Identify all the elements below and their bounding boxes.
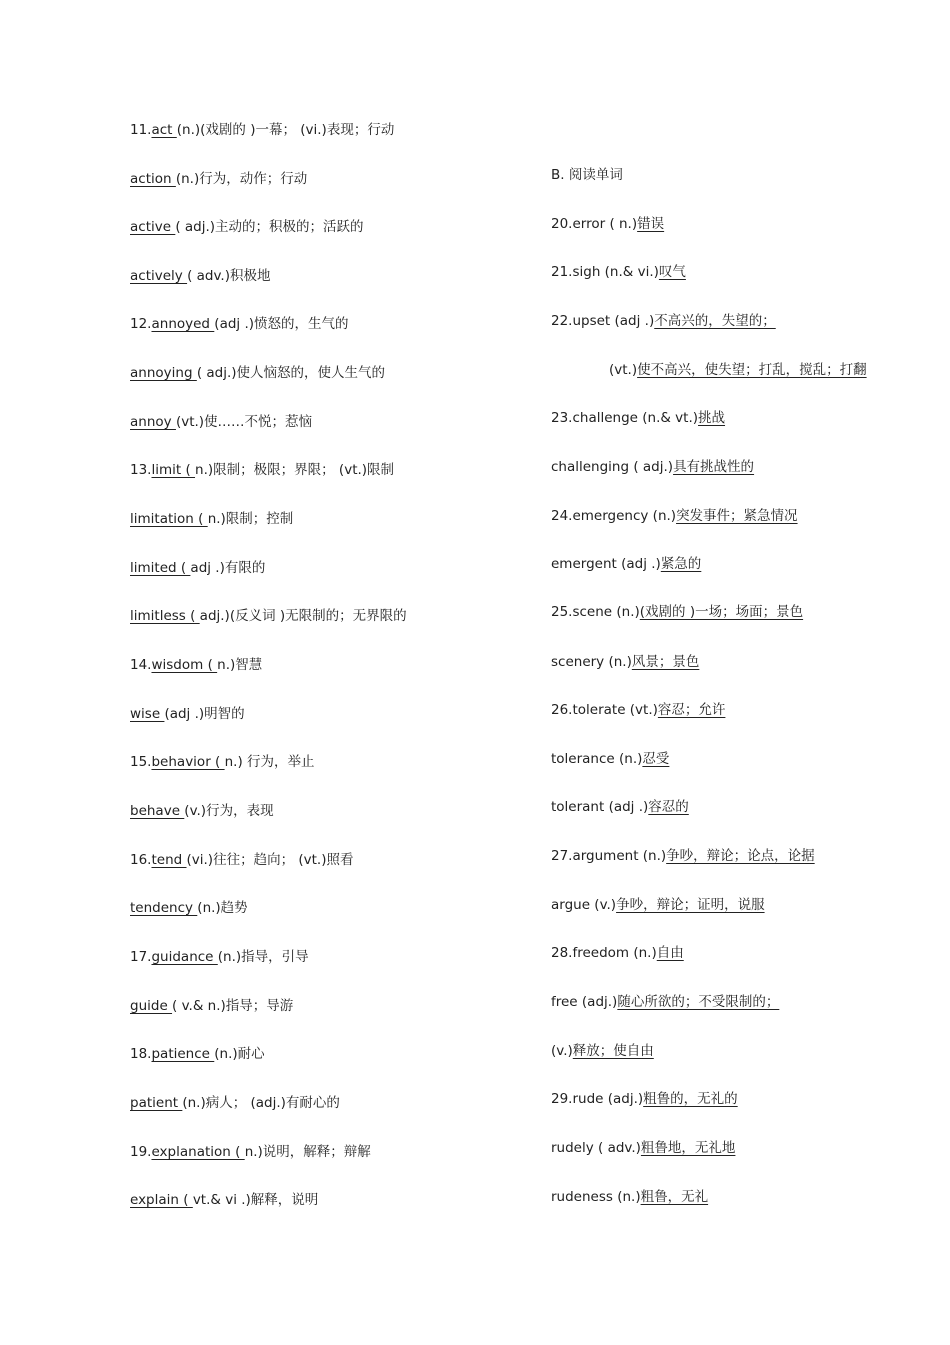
vocab-entry bbox=[130, 705, 245, 723]
entry-word: tend bbox=[151, 852, 187, 868]
entry-term: (v.) bbox=[551, 1043, 573, 1059]
entry-term: 22.upset (adj .) bbox=[551, 313, 655, 329]
entry-term: tolerance (n.) bbox=[551, 751, 643, 767]
reading-entry bbox=[551, 798, 689, 816]
entry-word: behavior ( bbox=[151, 754, 225, 770]
entry-term: 21.sigh (n.& vi.) bbox=[551, 264, 659, 280]
entry-number: 12. bbox=[130, 316, 152, 332]
vocab-entry bbox=[130, 1143, 371, 1161]
reading-entry bbox=[551, 993, 779, 1011]
entry-word: guide bbox=[130, 998, 173, 1014]
entry-definition: (n.)(戏剧的 )一幕； (vi.)表现；行动 bbox=[176, 122, 395, 138]
vocab-entry bbox=[130, 364, 385, 382]
vocab-entry bbox=[130, 170, 307, 188]
vocab-entry bbox=[130, 851, 353, 869]
entry-word: limit ( bbox=[151, 462, 196, 478]
reading-entry bbox=[551, 701, 725, 719]
vocab-entry bbox=[130, 1094, 340, 1112]
entry-number: 14. bbox=[130, 657, 152, 673]
entry-answer: 具有挑战性的 bbox=[673, 459, 755, 475]
entry-term: free (adj.) bbox=[551, 994, 618, 1010]
entry-word: action bbox=[130, 171, 176, 187]
vocab-entry bbox=[130, 315, 349, 333]
entry-word: wisdom ( bbox=[151, 657, 218, 673]
entry-term: scenery (n.) bbox=[551, 654, 632, 670]
entry-word: guidance bbox=[151, 949, 218, 965]
vocab-entry bbox=[130, 997, 293, 1015]
entry-answer: 粗鲁，无礼 bbox=[640, 1189, 709, 1205]
entry-answer: 使不高兴，使失望；打乱，搅乱；打翻 bbox=[637, 362, 867, 378]
entry-word: actively bbox=[130, 268, 188, 284]
reading-entry bbox=[551, 1042, 654, 1060]
entry-term: (vt.) bbox=[609, 362, 638, 378]
entry-definition: (n.)趋势 bbox=[197, 900, 248, 916]
entry-answer: 挑战 bbox=[698, 410, 726, 426]
entry-definition: n.)说明，解释；辩解 bbox=[244, 1144, 371, 1160]
entry-word: behave bbox=[130, 803, 185, 819]
reading-entry bbox=[551, 847, 815, 865]
entry-term: rudely ( adv.) bbox=[551, 1140, 641, 1156]
entry-term: 27.argument (n.) bbox=[551, 848, 667, 864]
entry-definition: (vt.)使……不悦；惹恼 bbox=[175, 414, 313, 430]
entry-answer: 随心所欲的；不受限制的； bbox=[617, 994, 780, 1010]
entry-word: patient bbox=[130, 1095, 183, 1111]
reading-entry bbox=[551, 750, 669, 768]
reading-entry bbox=[551, 507, 798, 525]
entry-answer: 自由 bbox=[656, 945, 684, 961]
vocab-entry bbox=[130, 461, 394, 479]
entry-term: 28.freedom (n.) bbox=[551, 945, 657, 961]
entry-definition: (adj .)明智的 bbox=[164, 706, 245, 722]
entry-definition: ( adj.)主动的；积极的；活跃的 bbox=[175, 219, 364, 235]
entry-answer: 紧急的 bbox=[660, 556, 702, 572]
entry-word: explain ( bbox=[130, 1192, 193, 1208]
entry-definition: vt.& vi .)解释，说明 bbox=[192, 1192, 319, 1208]
entry-term: 20.error ( n.) bbox=[551, 216, 638, 232]
entry-answer: 叹气 bbox=[658, 264, 686, 280]
entry-answer: 争吵，辩论；论点，论据 bbox=[666, 848, 815, 864]
entry-word: limitation ( bbox=[130, 511, 208, 527]
entry-answer: 风景；景色 bbox=[631, 654, 700, 670]
entry-answer: 容忍的 bbox=[648, 799, 689, 815]
entry-answer: 突发事件；紧急情况 bbox=[676, 508, 798, 524]
section-heading: B. 阅读单词 bbox=[551, 167, 623, 183]
entry-number: 19. bbox=[130, 1144, 152, 1160]
entry-term: challenging ( adj.) bbox=[551, 459, 674, 475]
entry-word: wise bbox=[130, 706, 165, 722]
reading-entry bbox=[551, 361, 867, 379]
vocab-entry bbox=[130, 510, 293, 528]
reading-entry bbox=[551, 458, 754, 476]
entry-number: 16. bbox=[130, 852, 152, 868]
reading-entry bbox=[551, 1139, 735, 1157]
entry-word: active bbox=[130, 219, 176, 235]
entry-term: argue (v.) bbox=[551, 897, 617, 913]
entry-definition: ( adj.)使人恼怒的，使人生气的 bbox=[196, 365, 386, 381]
entry-answer: 错误 bbox=[637, 216, 665, 232]
reading-entry bbox=[551, 312, 776, 330]
reading-entry bbox=[551, 1188, 708, 1206]
entry-word: explanation ( bbox=[151, 1144, 245, 1160]
entry-definition: ( adv.)积极地 bbox=[187, 268, 271, 284]
entry-definition: (v.)行为，表现 bbox=[184, 803, 274, 819]
entry-definition: ( v.& n.)指导；导游 bbox=[172, 998, 294, 1014]
entry-answer: 争吵，辩论；证明，说服 bbox=[616, 897, 765, 913]
entry-number: 17. bbox=[130, 949, 152, 965]
reading-entry bbox=[551, 944, 684, 962]
entry-definition: n.)限制；控制 bbox=[207, 511, 294, 527]
entry-term: 23.challenge (n.& vt.) bbox=[551, 410, 699, 426]
entry-answer: 粗鲁的，无礼的 bbox=[643, 1091, 738, 1107]
vocab-entry bbox=[130, 656, 262, 674]
entry-term: 24.emergency (n.) bbox=[551, 508, 677, 524]
vocab-entry bbox=[130, 413, 312, 431]
entry-definition: (n.)耐心 bbox=[214, 1046, 265, 1062]
entry-word: tendency bbox=[130, 900, 198, 916]
reading-entry bbox=[551, 653, 699, 671]
entry-number: 15. bbox=[130, 754, 152, 770]
entry-number: 13. bbox=[130, 462, 152, 478]
reading-entry bbox=[551, 1090, 738, 1108]
entry-definition: n.)限制；极限；界限； (vt.)限制 bbox=[195, 462, 395, 478]
reading-entry bbox=[551, 555, 701, 573]
entry-answer: 粗鲁地，无礼地 bbox=[640, 1140, 736, 1156]
vocab-entry bbox=[130, 218, 364, 236]
entry-definition: n.)智慧 bbox=[217, 657, 263, 673]
entry-definition: adj.)(反义词 )无限制的；无界限的 bbox=[199, 608, 407, 624]
entry-word: limitless ( bbox=[130, 608, 200, 624]
vocab-entry bbox=[130, 121, 394, 139]
vocab-entry bbox=[130, 899, 248, 917]
entry-term: 26.tolerate (vt.) bbox=[551, 702, 658, 718]
entry-answer: 释放；使自由 bbox=[572, 1043, 654, 1059]
vocab-entry bbox=[130, 267, 270, 285]
vocab-entry bbox=[130, 753, 315, 771]
entry-answer: 不高兴的，失望的； bbox=[654, 313, 776, 329]
vocab-entry bbox=[130, 948, 309, 966]
entry-term: emergent (adj .) bbox=[551, 556, 661, 572]
reading-entry bbox=[551, 215, 664, 233]
entry-word: annoy bbox=[130, 414, 176, 430]
entry-definition: (n.)病人； (adj.)有耐心的 bbox=[182, 1095, 340, 1111]
entry-number: 18. bbox=[130, 1046, 152, 1062]
entry-definition: (adj .)愤怒的，生气的 bbox=[214, 316, 349, 332]
entry-definition: (n.)指导，引导 bbox=[217, 949, 309, 965]
entry-term: 29.rude (adj.) bbox=[551, 1091, 644, 1107]
reading-entry bbox=[551, 263, 686, 281]
entry-definition: adj .)有限的 bbox=[190, 560, 266, 576]
entry-answer: 忍受 bbox=[642, 751, 670, 767]
entry-number: 11. bbox=[130, 122, 152, 138]
vocab-entry bbox=[130, 1045, 265, 1063]
entry-answer: (戏剧的 )一场；场面；景色 bbox=[639, 604, 804, 620]
vocab-entry bbox=[130, 559, 265, 577]
entry-word: annoyed bbox=[151, 316, 215, 332]
reading-entry bbox=[551, 409, 725, 427]
reading-entry bbox=[551, 603, 803, 621]
entry-word: patience bbox=[151, 1046, 215, 1062]
entry-answer: 容忍；允许 bbox=[657, 702, 726, 718]
entry-word: annoying bbox=[130, 365, 197, 381]
entry-word: limited ( bbox=[130, 560, 191, 576]
entry-word: act bbox=[151, 122, 177, 138]
entry-definition: (n.)行为，动作；行动 bbox=[175, 171, 308, 187]
vocab-entry bbox=[130, 802, 274, 820]
entry-definition: (vi.)往往；趋向； (vt.)照看 bbox=[186, 852, 354, 868]
entry-term: tolerant (adj .) bbox=[551, 799, 649, 815]
entry-term: 25.scene (n.) bbox=[551, 604, 640, 620]
vocab-entry bbox=[130, 1191, 318, 1209]
vocab-entry bbox=[130, 607, 407, 625]
reading-entry bbox=[551, 896, 765, 914]
entry-term: rudeness (n.) bbox=[551, 1189, 641, 1205]
entry-definition: n.) 行为，举止 bbox=[224, 754, 315, 770]
